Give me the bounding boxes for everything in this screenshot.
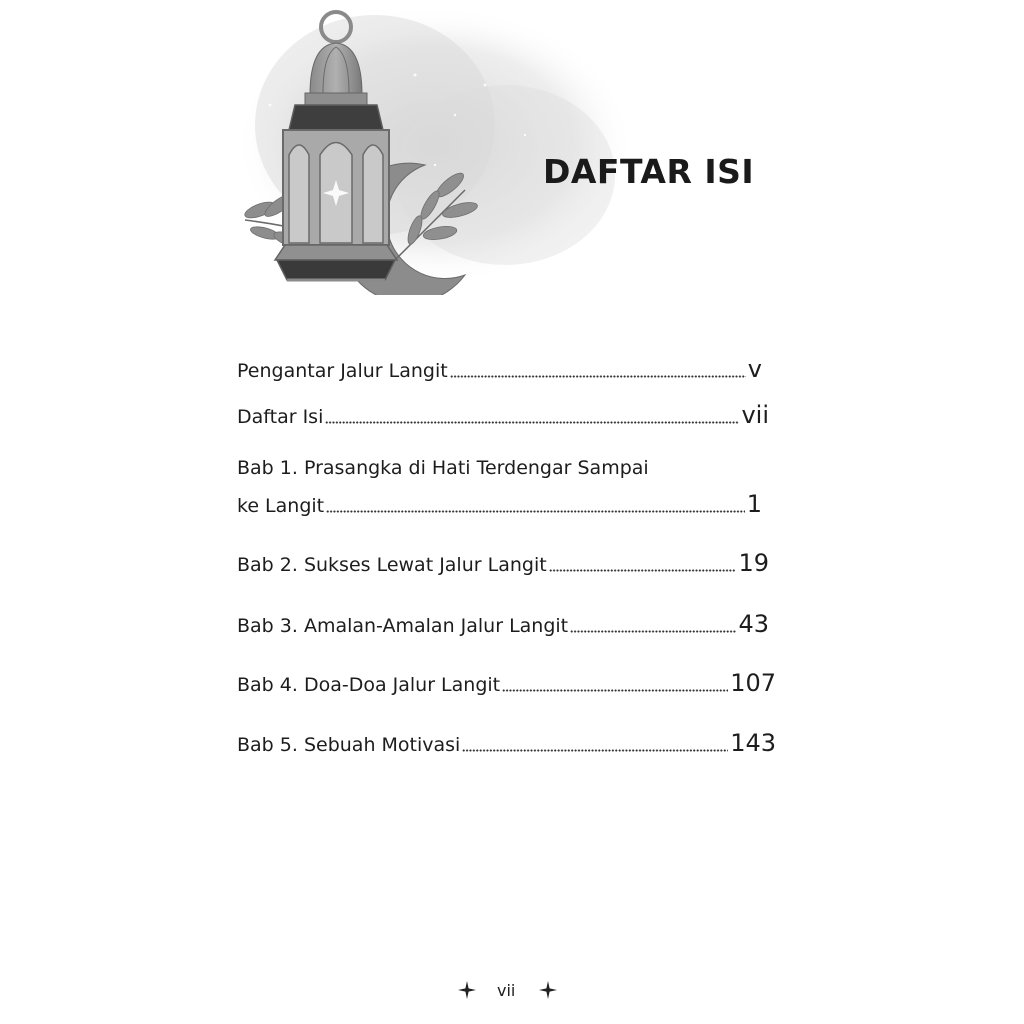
dot-leader — [325, 414, 739, 424]
toc-entry-page: 19 — [738, 549, 769, 577]
four-point-star-icon — [458, 981, 476, 999]
dot-leader — [450, 368, 746, 378]
dot-leader — [549, 562, 737, 572]
toc-entry-label: Bab 3. Amalan-Amalan Jalur Langit — [237, 615, 569, 637]
toc-entry-page: vii — [741, 401, 769, 429]
page-number: vii — [497, 981, 516, 1000]
toc-entry[interactable] — [237, 492, 762, 516]
toc-entry-label: Daftar Isi — [237, 406, 324, 428]
toc-entry-label: ke Langit — [237, 495, 325, 517]
dot-leader — [502, 682, 728, 692]
toc-entry-label: Bab 4. Doa-Doa Jalur Langit — [237, 674, 501, 696]
dot-leader — [570, 623, 736, 633]
toc-entry[interactable] — [237, 612, 769, 636]
dot-leader — [326, 503, 745, 513]
toc-entry[interactable] — [237, 357, 762, 381]
toc-entry-page: 1 — [746, 490, 762, 518]
toc-entry-label: Pengantar Jalur Langit — [237, 360, 448, 382]
toc-entry-page: 143 — [730, 729, 776, 757]
toc-entry-page: 107 — [730, 669, 776, 697]
toc-entry-label-line1: Bab 1. Prasangka di Hati Terdengar Sampai — [237, 457, 649, 479]
toc-entry[interactable] — [237, 551, 769, 575]
toc-entry-label: Bab 5. Sebuah Motivasi — [237, 734, 461, 756]
page-footer — [0, 981, 1024, 1005]
toc-entry-page: 43 — [738, 610, 769, 638]
page-title: DAFTAR ISI — [543, 152, 755, 191]
toc-entry-label: Bab 2. Sukses Lewat Jalur Langit — [237, 554, 547, 576]
toc-entry[interactable] — [237, 731, 776, 755]
four-point-star-icon — [539, 981, 557, 999]
toc-entry[interactable] — [237, 671, 776, 695]
toc-entry[interactable] — [237, 403, 769, 427]
toc-entry-page: v — [747, 355, 762, 383]
dot-leader — [462, 742, 728, 752]
